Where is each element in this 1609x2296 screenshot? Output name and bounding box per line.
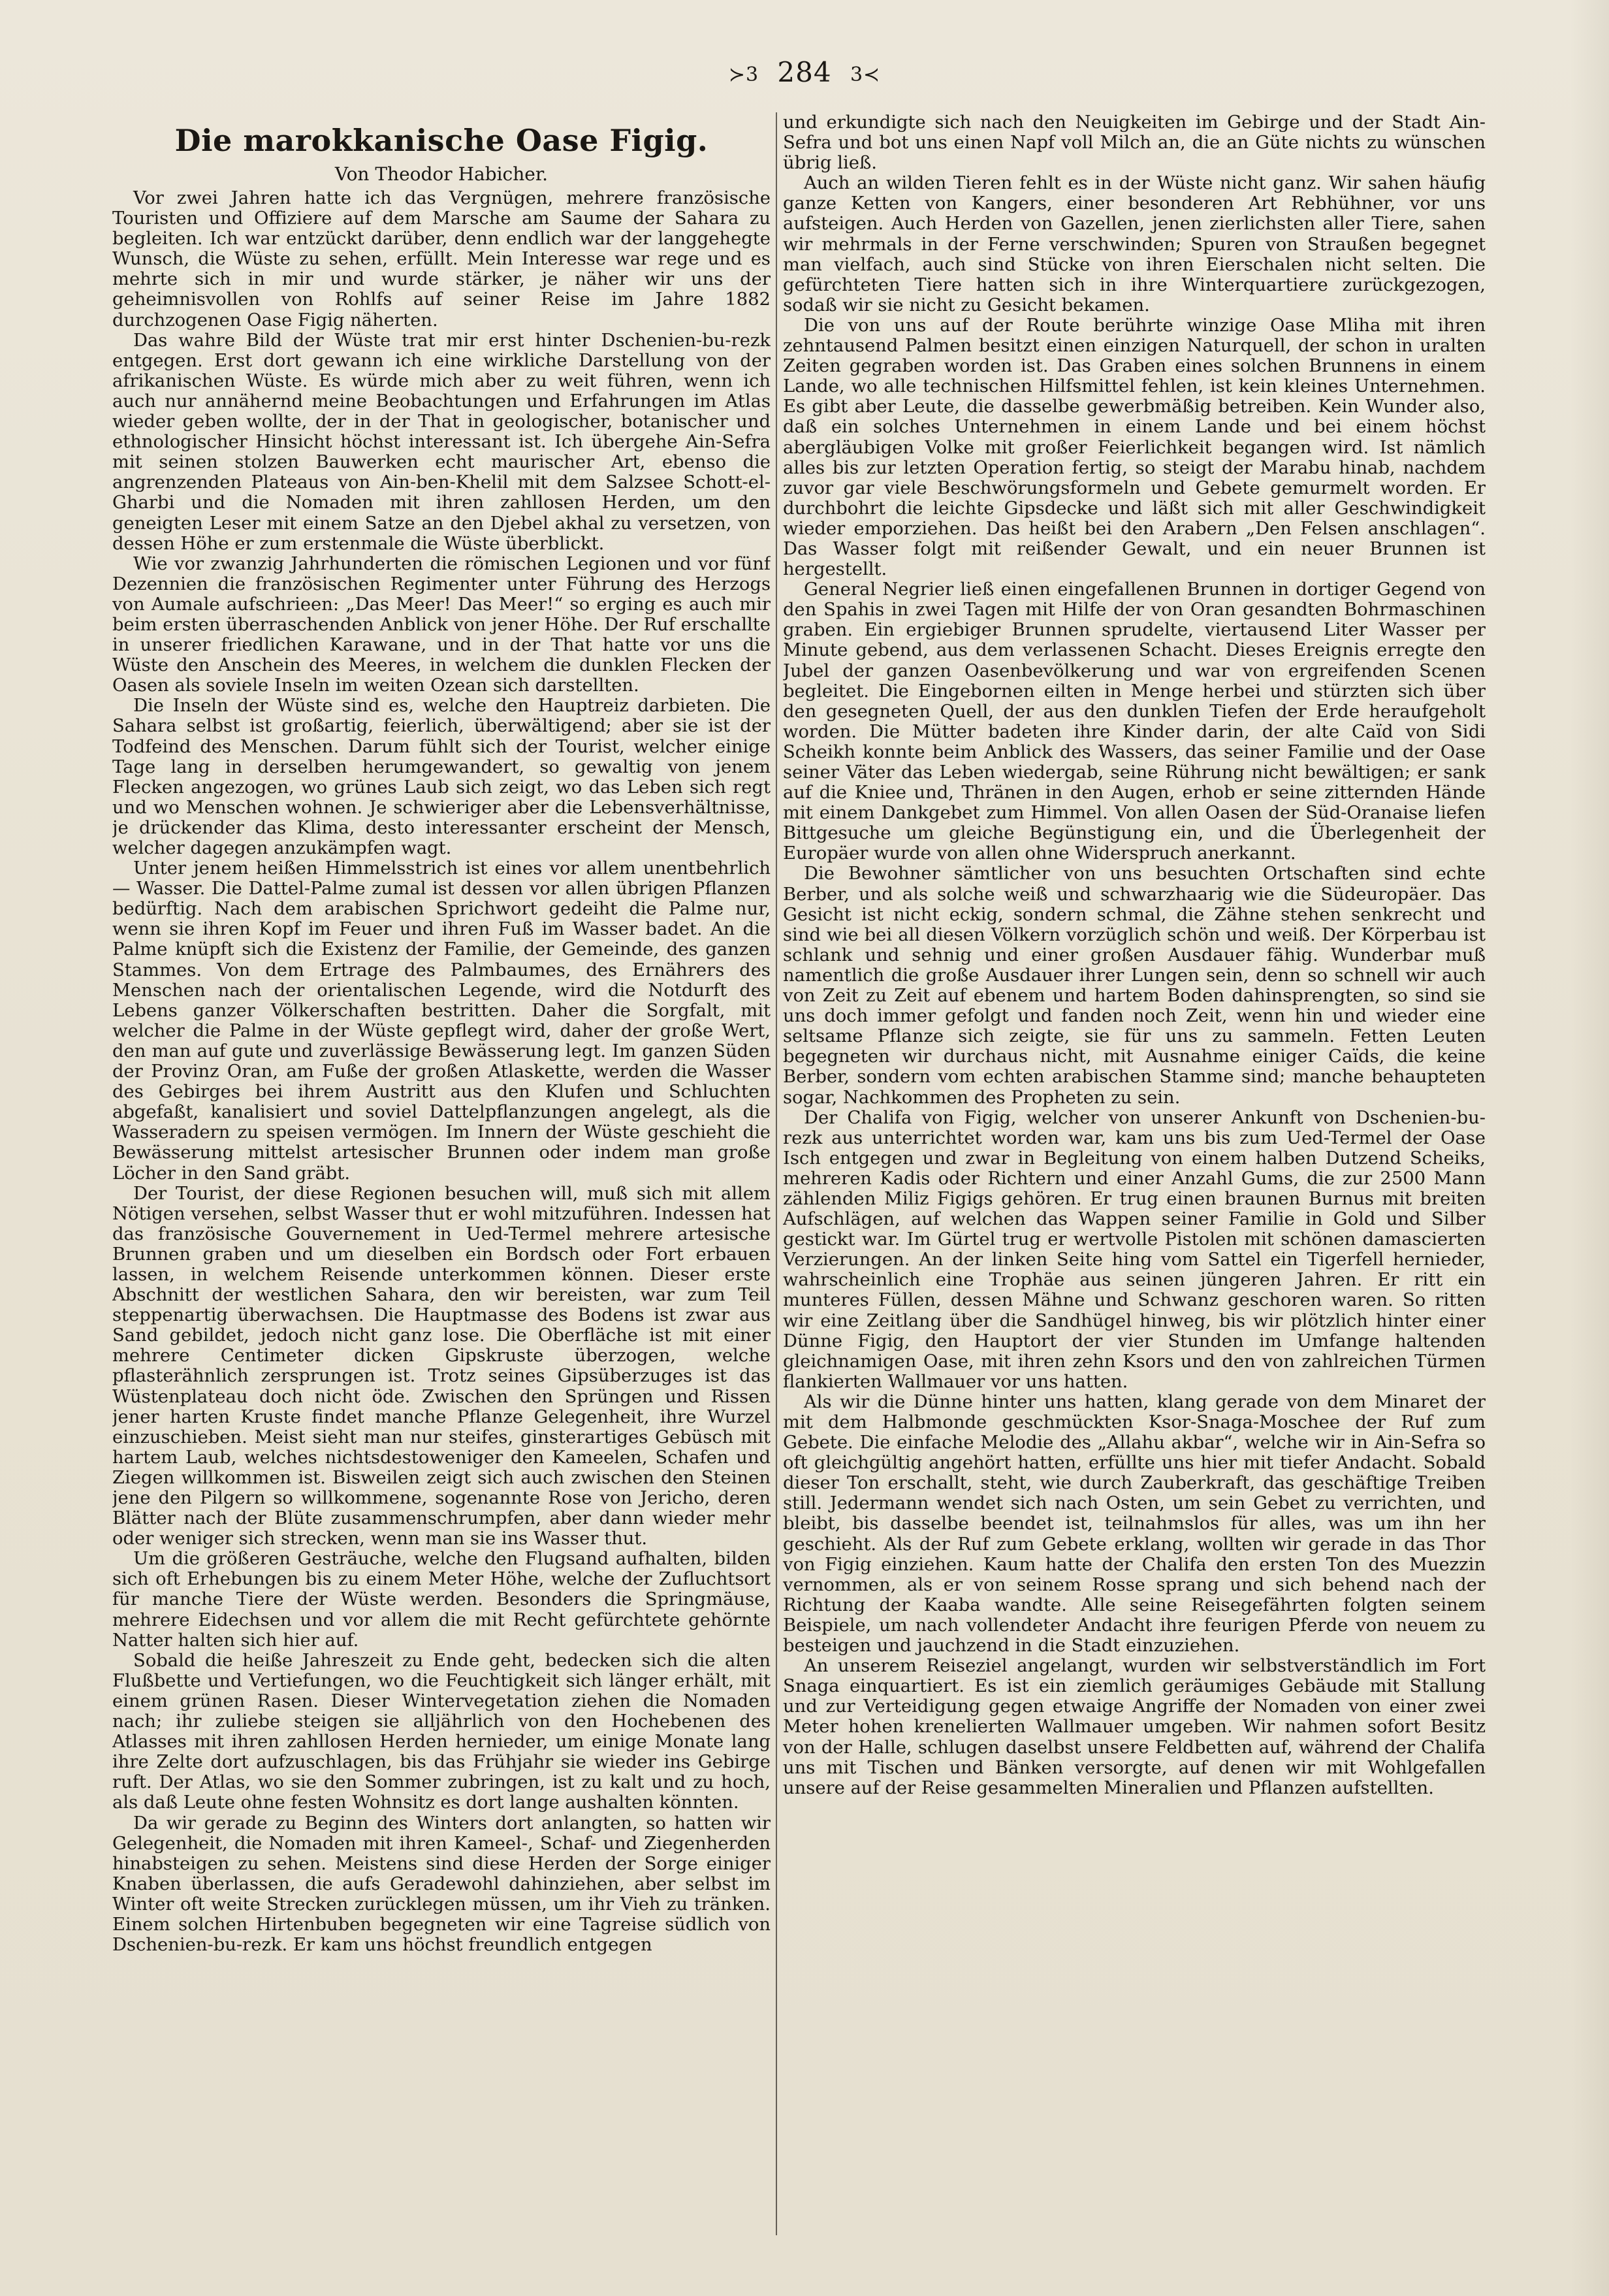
paragraph: Um die größeren Gesträuche, welche den Flugsand aufhalten, bilden sich oft Erhebungen bis zu einem Meter Höhe, welche der Zufluchtsort für manche Tiere der Wüste werden. Besonders die Springmäuse, mehrere Eidechsen und vor allem die mit Recht gefürchtete gehörnte Natter halten sich hier auf. (112, 1549, 771, 1651)
paragraph: Der Chalifa von Figig, welcher von unserer Ankunft von Dschenien-bu-rezk aus unterrichtet worden war, kam uns bis zum Ued-Termel der Oase Isch entgegen und zwar in Begleitung von einem halben Dutzend Scheiks, mehreren Kadis oder Richtern und einer Anzahl Gums, die zur 2500 Mann zählenden Miliz Figigs gehören. Er trug einen braunen Burnus mit breiten Aufschlägen, auf welchen das Wappen seiner Familie in Gold und Silber gestickt war. Im Gürtel trug er wertvolle Pistolen mit schönen damascierten Verzierungen. An der linken Seite hing vom Sattel ein Tigerfell hernieder, wahrscheinlich eine Trophäe aus seinen jüngeren Jahren. Er ritt ein munteres Füllen, dessen Mähne und Schwanz geschoren waren. So ritten wir eine Zeitlang über die Sandhügel hinweg, bis wir plötzlich hinter einer Dünne Figig, den Hauptort der vier Stunden im Umfange haltenden gleichnamigen Oase, mit ihren zehn Ksors und den von zahlreichen Türmen flankierten Wallmauer vor uns hatten. (783, 1107, 1486, 1392)
paragraph: Unter jenem heißen Himmelsstrich ist eines vor allem unentbehrlich — Wasser. Die Dattel-Palme zumal ist dessen vor allen übrigen Pflanzen bedürftig. Nach dem arabischen Sprichwort gedeiht die Palme nur, wenn sie ihren Kopf im Feuer und ihren Fuß im Wasser badet. An die Palme knüpft sich die Existenz der Familie, der Gemeinde, des ganzen Stammes. Von dem Ertrage des Palmbaumes, des Ernährers des Menschen nach der orientalischen Legende, wird die Notdurft des Lebens ganzer Völkerschaften bestritten. Daher die Sorgfalt, mit welcher die Palme in der Wüste gepflegt wird, daher der große Wert, den man auf gute und zuverlässige Bewässerung legt. Im ganzen Süden der Provinz Oran, am Fuße der großen Atlaskette, werden die Wasser des Gebirges bei ihrem Austritt aus den Klufen und Schluchten abgefaßt, kanalisiert und soviel Dattelpflanzungen angelegt, als die Wasseradern zu speisen vermögen. Im Innern der Wüste geschieht die Bewässerung mittelst artesischer Brunnen oder indem man große Löcher in den Sand gräbt. (112, 858, 771, 1184)
paragraph: Als wir die Dünne hinter uns hatten, klang gerade von dem Minaret der mit dem Halbmonde geschmückten Ksor-Snaga-Moschee der Ruf zum Gebete. Die einfache Melodie des „Allahu akbar“, welche wir in Ain-Sefra so oft gleichgültig angehört hatten, erfüllte uns hier mit tiefer Andacht. Sobald dieser Ton erschallt, steht, wie durch Zauberkraft, das geschäftige Treiben still. Jedermann wendet sich nach Osten, um sein Gebet zu verrichten, und bleibt, bis dasselbe beendet ist, teilnahmslos für alles, was um ihn her geschieht. Als der Ruf zum Gebete erklang, wollten wir gerade in das Thor von Figig einziehen. Kaum hatte der Chalifa den ersten Ton des Muezzin vernommen, als er von seinem Rosse sprang und sich behend nach der Richtung der Kaaba wandte. Alle seine Reisegefährten folgten seinem Beispiele, um nach vollendeter Andacht ihre feurigen Pferde von neuem zu besteigen und jauchzend in die Stadt einzuziehen. (783, 1391, 1486, 1657)
paragraph: Vor zwei Jahren hatte ich das Vergnügen, mehrere französische Touristen und Offiziere auf dem Marsche am Saume der Sahara zu begleiten. Ich war entzückt darüber, denn endlich war der langgehegte Wunsch, die Wüste zu sehen, erfüllt. Mein Interesse war rege und es mehrte sich in mir und wurde stärker, je näher wir uns der geheimnisvollen von Rohlfs auf seiner Reise im Jahre 1882 durchzogenen Oase Figig näherten. (112, 188, 771, 331)
paragraph: Auch an wilden Tieren fehlt es in der Wüste nicht ganz. Wir sahen häufig ganze Ketten von Kangers, einer besonderen Art Rebhühner, vor uns aufsteigen. Auch Herden von Gazellen, jenen zierlichsten aller Tiere, sahen wir mehrmals in der Ferne verschwinden; Spuren von Straußen begegnet man vielfach, auch sind Stücke von ihren Eierschalen nicht selten. Die gefürchteten Tiere hatten sich in ihre Winterquartiere zurückgezogen, sodaß wir sie nicht zu Gesicht bekamen. (783, 173, 1486, 315)
paragraph: Da wir gerade zu Beginn des Winters dort anlangten, so hatten wir Gelegenheit, die Nomaden mit ihren Kameel-, Schaf- und Ziegenherden hinabsteigen zu sehen. Meistens sind diese Herden der Sorge einiger Knaben überlassen, die aufs Geradewohl dahinziehen, aber selbst im Winter oft weite Strecken zurücklegen müssen, um ihr Vieh zu tränken. Einem solchen Hirtenbuben begegneten wir eine Tagreise südlich von Dschenien-bu-rezk. Er kam uns höchst freundlich entgegen (112, 1813, 771, 1956)
left-column (112, 112, 771, 2268)
ornament-left: ≻3 (728, 63, 759, 86)
page-number: 284 (777, 56, 832, 88)
paragraph: Der Tourist, der diese Regionen besuchen will, muß sich mit allem Nötigen versehen, selbst Wasser thut er wohl mitzuführen. Indessen hat das französische Gouvernement in Ued-Termel mehrere artesische Brunnen graben und um dieselben ein Bordsch oder Fort erbauen lassen, in welchem Reisende unterkommen können. Dieser erste Abschnitt der westlichen Sahara, den wir bereisten, war zum Teil steppenartig überwachsen. Die Hauptmasse des Bodens ist zwar aus Sand gebildet, jedoch nicht ganz lose. Die Oberfläche ist mit einer mehrere Centimeter dicken Gipskruste überzogen, welche pflasterähnlich zersprungen ist. Trotz seines Gipsüberzuges ist das Wüstenplateau doch nicht öde. Zwischen den Sprüngen und Rissen jener harten Kruste findet manche Pflanze Gelegenheit, ihre Wurzel einzuschieben. Meist sieht man nur steifes, ginsterartiges Gebüsch mit hartem Laub, welches nichtsdestoweniger den Kameelen, Schafen und Ziegen willkommen ist. Bisweilen zeigt sich auch zwischen den Steinen jene den Pilgern so willkommene, sogenannte Rose von Jericho, deren Blätter nach der Blüte zusammenschrumpfen, aber dann wieder mehr oder weniger sich strecken, wenn man sie ins Wasser thut. (112, 1183, 771, 1549)
article-title: Die marokkanische Oase Figig. (174, 123, 709, 158)
paragraph: Die Inseln der Wüste sind es, welche den Hauptreiz darbieten. Die Sahara selbst ist großartig, feierlich, überwältigend; aber sie ist der Todfeind des Menschen. Darum fühlt sich der Tourist, welcher einige Tage lang in derselben herumgewandert, so gewaltig von jenem Flecken angezogen, wo grünes Laub sich zeigt, wo das Leben sich regt und wo Menschen wohnen. Je schwieriger aber die Lebensverhältnisse, je drückender das Klima, desto interessanter erscheint der Mensch, welcher dagegen anzukämpfen wagt. (112, 696, 771, 858)
right-column (783, 112, 1486, 2268)
column-divider (776, 112, 777, 2235)
page-edge-shading (1570, 0, 1609, 2296)
ornament-right: 3≺ (850, 63, 881, 86)
article-author: Von Theodor Habicher. (334, 163, 549, 185)
page-header (0, 56, 1609, 88)
paragraph: Die Bewohner sämtlicher von uns besuchten Ortschaften sind echte Berber, und als solche weiß und schwarzhaarig wie die Südeuropäer. Das Gesicht ist nicht eckig, sondern schmal, die Zähne stehen senkrecht und sind wie bei all diesen Völkern vorzüglich schön und weiß. Der Körperbau ist schlank und sehnig und einer großen Ausdauer fähig. Wunderbar muß namentlich die große Ausdauer ihrer Lungen sein, denn so schnell wir auch von Zeit zu Zeit auf ebenem und hartem Boden dahinsprengten, so sind sie uns doch immer gefolgt und fanden noch Zeit, wenn hin und wieder eine seltsame Pflanze sich zeigte, sie für uns zu sammeln. Fetten Leuten begegneten wir durchaus nicht, mit Ausnahme einiger Caïds, die keine Berber, sondern vom echten arabischen Stamme sind; manche behaupteten sogar, Nachkommen des Propheten zu sein. (783, 864, 1486, 1108)
paragraph: Sobald die heiße Jahreszeit zu Ende geht, bedecken sich die alten Flußbette und Vertiefungen, wo die Feuchtigkeit sich länger erhält, mit einem grünen Rasen. Dieser Wintervegetation ziehen die Nomaden nach; ihr zuliebe steigen sie alljährlich von den Hochebenen des Atlasses mit ihren zahllosen Herden hernieder, um einige Monate lang ihre Zelte dort aufzuschlagen, bis das Frühjahr sie wieder ins Gebirge ruft. Der Atlas, wo sie den Sommer zubringen, ist zu kalt und zu hoch, als daß Leute ohne festen Wohnsitz es dort lange aushalten könnten. (112, 1650, 771, 1813)
paragraph: Die von uns auf der Route berührte winzige Oase Mliha mit ihren zehntausend Palmen besitzt einen einzigen Naturquell, der schon in uralten Zeiten gegraben worden ist. Das Graben eines solchen Brunnens in einem Lande, wo alle technischen Hilfsmittel fehlen, ist kein kleines Unternehmen. Es gibt aber Leute, die dasselbe gewerbmäßig betreiben. Kein Wunder also, daß ein solches Unternehmen in einem Lande und bei einem höchst abergläubigen Volke mit großer Feierlichkeit begangen wird. Ist nämlich alles bis zur letzten Operation fertig, so steigt der Marabu hinab, nachdem zuvor gar viele Beschwörungsformeln und Gebete gemurmelt worden. Er durchbohrt die leichte Gipsdecke und läßt sich mit aller Geschwindigkeit wieder emporziehen. Das heißt bei den Arabern „Den Felsen anschlagen“. Das Wasser folgt mit reißender Gewalt, und ein neuer Brunnen ist hergestellt. (783, 315, 1486, 580)
paragraph: General Negrier ließ einen eingefallenen Brunnen in dortiger Gegend von den Spahis in zwei Tagen mit Hilfe der von Oran gesandten Bohrmaschinen graben. Ein ergiebiger Brunnen sprudelte, viertausend Liter Wasser per Minute gebend, aus dem verlassenen Schacht. Dieses Ereignis erregte den Jubel der ganzen Oasenbevölkerung und war von ergreifenden Scenen begleitet. Die Eingebornen eilten in Menge herbei und stürzten sich über den gesegneten Quell, der aus den dunklen Tiefen der Erde heraufgeholt worden. Die Mütter badeten ihre Kinder darin, der alte Caïd von Sidi Scheikh konnte beim Anblick des Wassers, das seiner Familie und der Oase seiner Väter das Leben wiedergab, seine Rührung nicht bewältigen; er sank auf die Kniee und, Thränen in den Augen, erhob er seine zitternden Hände mit einem Dankgebet zum Himmel. Von allen Oasen der Süd-Oranaise liefen Bittgesuche um gleiche Begünstigung ein, und die Überlegenheit der Europäer wurde von allen ohne Widerspruch anerkannt. (783, 579, 1486, 864)
paragraph: Wie vor zwanzig Jahrhunderten die römischen Legionen und vor fünf Dezennien die französischen Regimenter unter Führung des Herzogs von Aumale aufschrieen: „Das Meer! Das Meer!“ so erging es auch mir beim ersten überraschenden Anblick von jener Höhe. Der Ruf erschallte in unserer friedlichen Karawane, und in der That hatte vor uns die Wüste den Anschein des Meeres, in welchem die dunklen Flecken der Oasen als soviele Inseln im weiten Ozean sich darstellten. (112, 553, 771, 696)
paragraph: An unserem Reiseziel angelangt, wurden wir selbstverständlich im Fort Snaga einquartiert. Es ist ein ziemlich geräumiges Gebäude mit Stallung und zur Verteidigung gegen etwaige Angriffe der Nomaden von einer zwei Meter hohen krenelierten Wallmauer umgeben. Wir nahmen sofort Besitz von der Halle, schlugen daselbst unsere Feldbetten auf, während der Chalifa uns mit Tischen und Bänken versorgte, auf denen wir mit Wohlgefallen unsere auf der Reise gesammelten Mineralien und Pflanzen aufstellten. (783, 1656, 1486, 1798)
paragraph: und erkundigte sich nach den Neuigkeiten im Gebirge und der Stadt Ain-Sefra und bot uns einen Napf voll Milch an, die an Güte nichts zu wünschen übrig ließ. (783, 112, 1486, 174)
paragraph: Das wahre Bild der Wüste trat mir erst hinter Dschenien-bu-rezk entgegen. Erst dort gewann ich eine wirkliche Darstellung von der afrikanischen Wüste. Es würde mich aber zu weit führen, wenn ich auch nur annähernd meine Beobachtungen und Erfahrungen im Atlas wieder geben wollte, der in der That in geologischer, botanischer und ethnologischer Hinsicht höchst interessant ist. Ich übergehe Ain-Sefra mit seinen stolzen Bauwerken echt maurischer Art, ebenso die angrenzenden Plateaus von Ain-ben-Khelil mit dem Salzsee Schott-el-Gharbi und die Nomaden mit ihren zahllosen Herden, um den geneigten Leser mit einem Satze an den Djebel akhal zu versetzen, von dessen Höhe er zum erstenmale die Wüste überblickt. (112, 330, 771, 554)
